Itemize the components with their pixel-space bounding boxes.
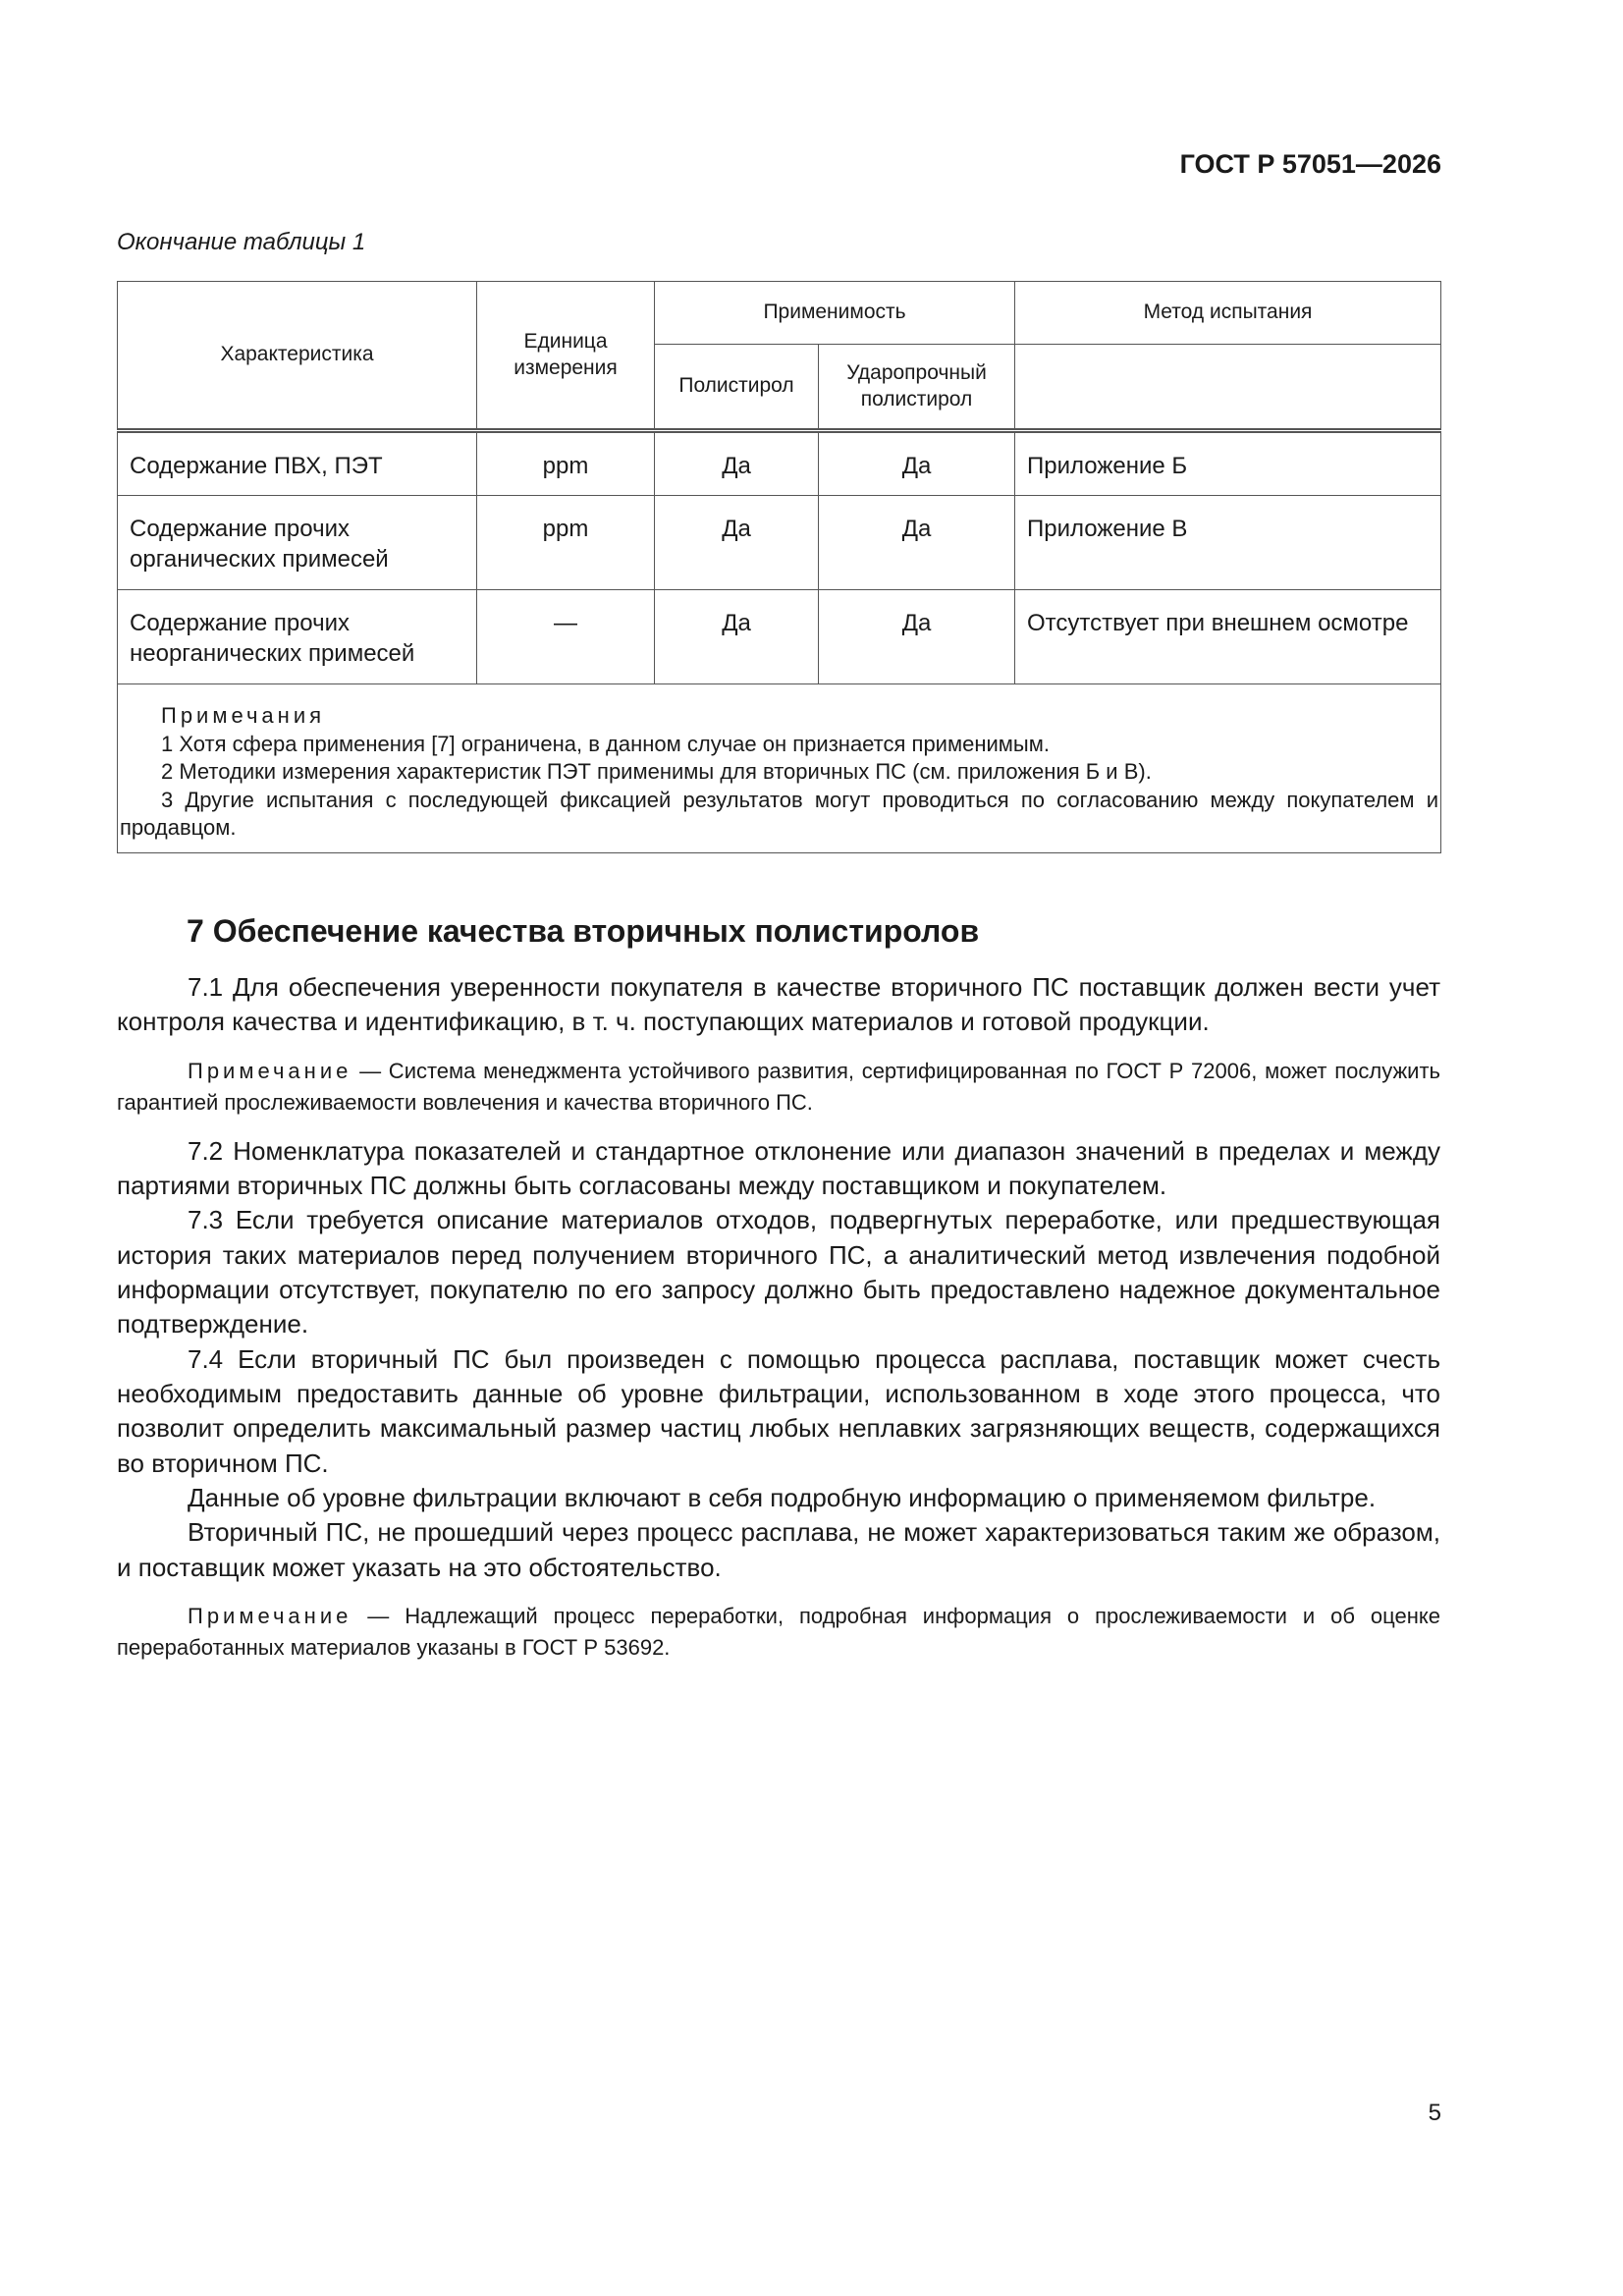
paragraph-no-melt: Вторичный ПС, не прошедший через процесс расплава, не может характеризоваться таким же образом, и поставщик может указать на это обстоятельство.	[117, 1517, 1440, 1582]
table-row	[118, 431, 1441, 496]
note-label: Примечание	[188, 1604, 352, 1629]
cell-unit: ppm	[477, 496, 655, 590]
note-7-4	[117, 1601, 1440, 1664]
note-text: — Надлежащий процесс переработки, подробная информация о прослеживаемости и об оценке переработанных материалов указаны в ГОСТ Р 53692.	[117, 1604, 1440, 1661]
cell-ps: Да	[655, 590, 819, 684]
cell-ps: Да	[655, 431, 819, 496]
standard-code: ГОСТ Р 57051—2026	[1179, 149, 1441, 179]
note-text: — Система менеджмента устойчивого развития, сертифицированная по ГОСТ Р 72006, может послужить гарантией прослеживаемости вовлечения и качества вторичного ПС.	[117, 1058, 1440, 1115]
table-notes-row	[118, 684, 1441, 853]
paragraph-7-4: 7.4 Если вторичный ПС был произведен с помощью процесса расплава, поставщик может счесть необходимым предоставить данные об уровне фильтрации, использованном в ходе этого процесса, что позволит определить максимальный размер частиц любых неплавких загрязняющих веществ, содержащихся во вторичном ПС.	[117, 1343, 1440, 1478]
cell-characteristic: Содержание ПВХ, ПЭТ	[118, 431, 477, 496]
paragraph-7-2: 7.2 Номенклатура показателей и стандартное отклонение или диапазон значений в пределах и между партиями вторичных ПС должны быть согласованы между поставщиком и покупателем.	[117, 1135, 1440, 1200]
cell-ps: Да	[655, 496, 819, 590]
specification-table	[117, 281, 1441, 853]
table-row	[118, 590, 1441, 684]
header-test-method-blank	[1015, 345, 1441, 431]
header-unit: Единица измерения	[477, 282, 655, 431]
cell-characteristic: Содержание прочих неорганических примесей	[118, 590, 477, 684]
notes-title: Примечания	[161, 703, 326, 728]
paragraph-7-3: 7.3 Если требуется описание материалов отходов, подвергнутых переработке, или предшествующая история таких материалов перед получением вторичного ПС, а аналитический метод извлечения подобной информации отсутствует, покупателю по его запросу должно быть предоставлено надежное документальное подтверждение.	[117, 1205, 1440, 1339]
cell-unit: ppm	[477, 431, 655, 496]
page-number: 5	[1428, 2100, 1441, 2126]
note-item: 2 Методики измерения характеристик ПЭТ применимы для вторичных ПС (см. приложения Б и В).	[161, 759, 1152, 785]
header-polystyrene: Полистирол	[655, 345, 819, 431]
paragraph-7-1: 7.1 Для обеспечения уверенности покупателя в качестве вторичного ПС поставщик должен вести учет контроля качества и идентификацию, в т. ч. поступающих материалов и готовой продукции.	[117, 972, 1440, 1037]
note-item: 3 Другие испытания с последующей фиксацией результатов могут проводиться по согласованию между покупателем и продавцом.	[120, 787, 1438, 841]
cell-method: Приложение В	[1015, 496, 1441, 590]
header-characteristic: Характеристика	[118, 282, 477, 431]
cell-method: Приложение Б	[1015, 431, 1441, 496]
cell-characteristic: Содержание прочих органических примесей	[118, 496, 477, 590]
section-heading: 7 Обеспечение качества вторичных полистиролов	[187, 913, 980, 949]
header-test-method: Метод испытания	[1015, 282, 1441, 345]
note-label: Примечание	[188, 1058, 352, 1083]
cell-method: Отсутствует при внешнем осмотре	[1015, 590, 1441, 684]
header-applicability: Применимость	[655, 282, 1015, 345]
note-item: 1 Хотя сфера применения [7] ограничена, в данном случае он признается применимым.	[161, 731, 1050, 756]
header-impact-polystyrene: Ударопрочный полистирол	[819, 345, 1015, 431]
cell-hips: Да	[819, 431, 1015, 496]
paragraph-filter-data: Данные об уровне фильтрации включают в себя подробную информацию о применяемом фильтре.	[188, 1483, 1377, 1513]
cell-hips: Да	[819, 590, 1015, 684]
cell-unit: —	[477, 590, 655, 684]
table-caption: Окончание таблицы 1	[117, 229, 366, 255]
cell-hips: Да	[819, 496, 1015, 590]
note-7-1	[117, 1056, 1440, 1119]
table-row	[118, 496, 1441, 590]
table-notes	[118, 684, 1441, 853]
section-body	[117, 970, 1440, 1664]
